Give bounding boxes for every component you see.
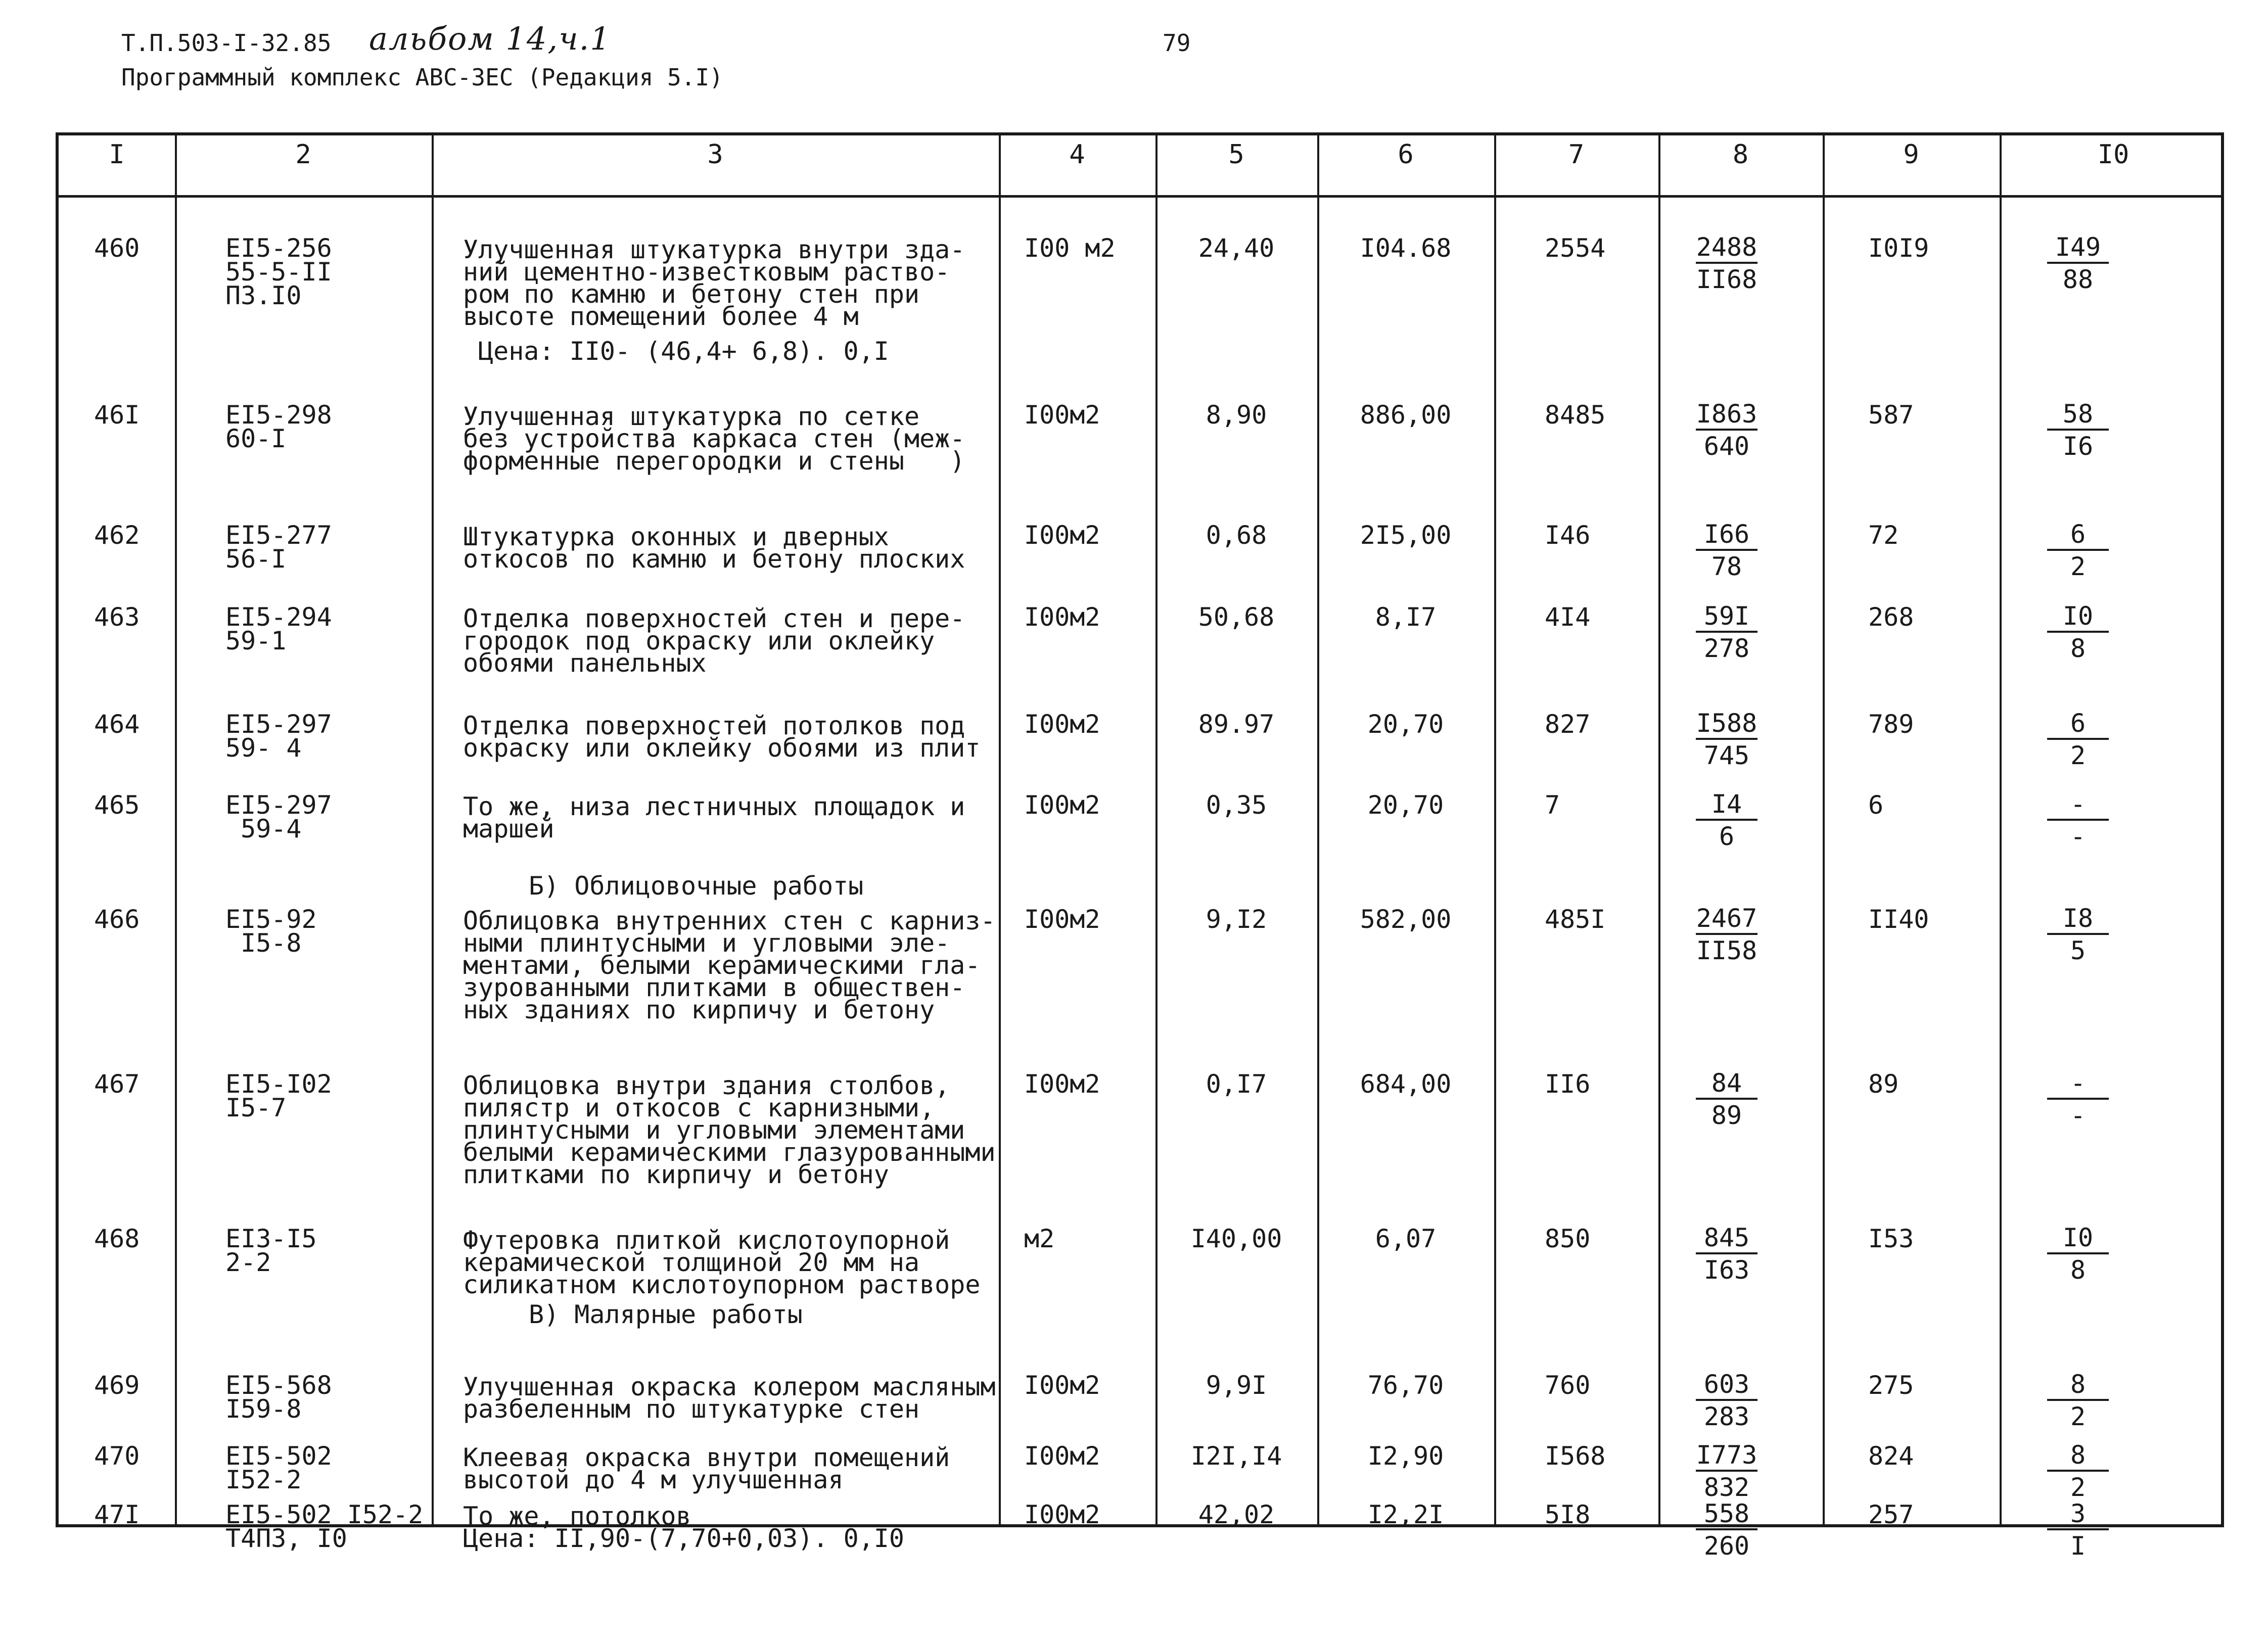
total-cost: I568 bbox=[1545, 1441, 1606, 1471]
fraction-col-8 bbox=[1679, 1068, 1775, 1131]
total-cost: I46 bbox=[1545, 521, 1591, 550]
fraction-numerator: I8 bbox=[2047, 904, 2109, 935]
unit: I00м2 bbox=[1024, 602, 1100, 632]
fraction-denominator: 2 bbox=[2070, 1402, 2086, 1431]
quantity: 9,9I bbox=[1206, 1371, 1267, 1400]
fraction-numerator: 2467 bbox=[1696, 904, 1757, 935]
column-number: 9 bbox=[1903, 139, 1919, 170]
fraction-col-8 bbox=[1679, 1499, 1775, 1562]
norm-code: EI5-297 59-4 bbox=[225, 790, 332, 843]
fraction-denominator: 278 bbox=[1703, 634, 1750, 663]
unit-price: 20,70 bbox=[1367, 790, 1444, 820]
row-number: 469 bbox=[94, 1371, 140, 1400]
col-9-value: 268 bbox=[1868, 602, 1914, 632]
header-divider bbox=[59, 195, 2221, 198]
unit: I00м2 bbox=[1024, 1500, 1100, 1529]
fraction-denominator: I6 bbox=[2062, 432, 2094, 461]
fraction-denominator: 745 bbox=[1703, 741, 1750, 770]
fraction-col-10 bbox=[2030, 709, 2126, 771]
fraction-denominator: 88 bbox=[2062, 265, 2094, 294]
unit-price: 76,70 bbox=[1367, 1371, 1444, 1400]
fraction-col-8 bbox=[1679, 520, 1775, 582]
fraction-numerator: I66 bbox=[1696, 520, 1757, 551]
unit-price: 6,07 bbox=[1375, 1224, 1437, 1253]
unit: I00м2 bbox=[1024, 521, 1100, 550]
total-cost: 2554 bbox=[1545, 233, 1606, 263]
norm-code: EI5-92 I5-8 bbox=[225, 905, 317, 958]
fraction-col-10 bbox=[2030, 1440, 2126, 1503]
fraction-col-8 bbox=[1679, 1370, 1775, 1432]
norm-code: EI5-294 59-1 bbox=[225, 602, 332, 655]
fraction-col-10 bbox=[2030, 904, 2126, 966]
fraction-denominator: II68 bbox=[1696, 265, 1757, 294]
fraction-numerator: 8 bbox=[2047, 1440, 2109, 1472]
norm-code: EI5-I02 I5-7 bbox=[225, 1069, 332, 1122]
row-number: 46I bbox=[94, 400, 140, 430]
row-number: 470 bbox=[94, 1441, 140, 1471]
unit: I00м2 bbox=[1024, 1441, 1100, 1471]
fraction-denominator: 640 bbox=[1703, 432, 1750, 461]
quantity: 24,40 bbox=[1198, 233, 1275, 263]
unit: I00м2 bbox=[1024, 790, 1100, 820]
quantity: 9,I2 bbox=[1206, 905, 1267, 934]
quantity: 8,90 bbox=[1206, 400, 1267, 430]
total-cost: 4I4 bbox=[1545, 602, 1591, 632]
unit: I00 м2 bbox=[1024, 233, 1116, 263]
fraction-denominator: 89 bbox=[1711, 1101, 1742, 1130]
col-9-value: 257 bbox=[1868, 1500, 1914, 1529]
total-cost: 760 bbox=[1545, 1371, 1591, 1400]
fraction-col-10 bbox=[2030, 789, 2126, 852]
fraction-col-8 bbox=[1679, 601, 1775, 664]
fraction-numerator: 6 bbox=[2047, 709, 2109, 740]
total-cost: 827 bbox=[1545, 710, 1591, 739]
column-number: 7 bbox=[1568, 139, 1585, 170]
fraction-numerator: 603 bbox=[1696, 1370, 1757, 1401]
col-9-value: 789 bbox=[1868, 710, 1914, 739]
unit: I00м2 bbox=[1024, 1371, 1100, 1400]
work-description: Облицовка внутри здания столбов, пилястр и откосов с карнизными, плинтусными и угловыми элементами белыми керамическими глазурованными плитками по кирпичу и бетону bbox=[463, 1071, 996, 1189]
column-divider bbox=[999, 135, 1001, 1524]
fraction-denominator: 6 bbox=[1719, 822, 1735, 851]
quantity: I40,00 bbox=[1190, 1224, 1282, 1253]
fraction-col-10 bbox=[2030, 601, 2126, 664]
fraction-denominator: 8 bbox=[2070, 634, 2086, 663]
column-divider bbox=[1823, 135, 1825, 1524]
fraction-denominator: I63 bbox=[1703, 1255, 1750, 1285]
row-number: 467 bbox=[94, 1069, 140, 1099]
col-9-value: 89 bbox=[1868, 1069, 1899, 1099]
fraction-denominator: 2 bbox=[2070, 552, 2086, 581]
work-description: Улучшенная штукатурка по сетке без устройства каркаса стен (меж- форменные перегородки и стены ) bbox=[463, 402, 965, 476]
column-divider bbox=[432, 135, 434, 1524]
total-cost: II6 bbox=[1545, 1069, 1591, 1099]
quantity: 89.97 bbox=[1198, 710, 1275, 739]
col-9-value: 72 bbox=[1868, 521, 1899, 550]
fraction-denominator: - bbox=[2070, 822, 2086, 851]
page-number: 79 bbox=[1163, 29, 1191, 57]
row-number: 460 bbox=[94, 233, 140, 263]
fraction-col-10 bbox=[2030, 1370, 2126, 1432]
fraction-denominator: 5 bbox=[2070, 936, 2086, 965]
column-divider bbox=[1494, 135, 1496, 1524]
work-description: Облицовка внутренних стен с карниз- ными плинтусными и угловыми эле- ментами, белыми керамическими гла- зурованными плитками в обществен- ных зданиях по кирпичу и бетону bbox=[463, 906, 996, 1024]
work-description: Улучшенная штукатурка внутри зда- ний цементно-известковым раство- ром по камню и бетону стен при высоте помещений более 4 м bbox=[463, 235, 965, 331]
fraction-numerator: I588 bbox=[1696, 709, 1757, 740]
fraction-col-10 bbox=[2030, 1223, 2126, 1286]
work-description: Футеровка плиткой кислотоупорной керамической толщиной 20 мм на силикатном кислотоупорном растворе bbox=[463, 1226, 981, 1299]
column-number: 6 bbox=[1398, 139, 1414, 170]
row-number: 468 bbox=[94, 1224, 140, 1253]
unit-price: 20,70 bbox=[1367, 710, 1444, 739]
unit: I00м2 bbox=[1024, 1069, 1100, 1099]
fraction-numerator: I0 bbox=[2047, 1223, 2109, 1254]
fraction-col-10 bbox=[2030, 520, 2126, 582]
fraction-col-10 bbox=[2030, 1499, 2126, 1562]
fraction-numerator: 8 bbox=[2047, 1370, 2109, 1401]
row-number: 466 bbox=[94, 905, 140, 934]
document-code: Т.П.503-I-32.85 bbox=[121, 29, 332, 57]
fraction-numerator: - bbox=[2047, 789, 2109, 821]
unit: I00м2 bbox=[1024, 400, 1100, 430]
total-cost: 7 bbox=[1545, 790, 1560, 820]
col-9-value: II40 bbox=[1868, 905, 1929, 934]
col-9-value: I53 bbox=[1868, 1224, 1914, 1253]
fraction-denominator: 2 bbox=[2070, 741, 2086, 770]
col-9-value: 275 bbox=[1868, 1371, 1914, 1400]
unit-price: 684,00 bbox=[1360, 1069, 1452, 1099]
column-number: 4 bbox=[1069, 139, 1085, 170]
column-divider bbox=[1155, 135, 1158, 1524]
quantity: 0,68 bbox=[1206, 521, 1267, 550]
row-number: 464 bbox=[94, 710, 140, 739]
column-divider bbox=[2000, 135, 2002, 1524]
fraction-col-10 bbox=[2030, 1068, 2126, 1131]
handwritten-album-note: альбом 14,ч.1 bbox=[369, 20, 611, 57]
column-number: I0 bbox=[2097, 139, 2130, 170]
work-description: Отделка поверхностей потолков под окраску или оклейку обоями из плит bbox=[463, 711, 981, 763]
column-number: I bbox=[109, 139, 125, 170]
fraction-numerator: I863 bbox=[1696, 399, 1757, 431]
program-line: Программный комплекс АВС-ЗЕС (Редакция 5.I) bbox=[121, 64, 723, 91]
fraction-numerator: I773 bbox=[1696, 1440, 1757, 1472]
norm-code: EI5-297 59- 4 bbox=[225, 710, 332, 763]
unit-price: 886,00 bbox=[1360, 400, 1452, 430]
fraction-denominator: 260 bbox=[1703, 1531, 1750, 1561]
unit: I00м2 bbox=[1024, 710, 1100, 739]
norm-code: EI5-502 I52-2 bbox=[225, 1441, 332, 1494]
norm-code: EI3-I5 2-2 bbox=[225, 1224, 317, 1277]
fraction-denominator: 2 bbox=[2070, 1473, 2086, 1502]
fraction-col-8 bbox=[1679, 1440, 1775, 1503]
fraction-denominator: 8 bbox=[2070, 1255, 2086, 1285]
unit-price: 582,00 bbox=[1360, 905, 1452, 934]
fraction-numerator: 58 bbox=[2047, 399, 2109, 431]
estimate-table bbox=[56, 132, 2224, 1561]
fraction-denominator: 832 bbox=[1703, 1473, 1750, 1502]
fraction-denominator: - bbox=[2070, 1101, 2086, 1130]
unit-price: 8,I7 bbox=[1375, 602, 1437, 632]
section-title: В) Малярные работы bbox=[529, 1300, 803, 1329]
fraction-numerator: I0 bbox=[2047, 601, 2109, 633]
col-9-value: 587 bbox=[1868, 400, 1914, 430]
column-divider bbox=[175, 135, 177, 1524]
work-description: Клеевая окраска внутри помещений высотой до 4 м улучшенная bbox=[463, 1443, 950, 1494]
col-9-value: 824 bbox=[1868, 1441, 1914, 1471]
fraction-col-8 bbox=[1679, 904, 1775, 966]
fraction-col-10 bbox=[2030, 232, 2126, 295]
unit: I00м2 bbox=[1024, 905, 1100, 934]
row-number: 47I bbox=[94, 1500, 140, 1529]
fraction-numerator: 2488 bbox=[1696, 232, 1757, 264]
column-number: 8 bbox=[1732, 139, 1749, 170]
norm-code: EI5-502 I52-2 Т4ПЗ, I0 bbox=[225, 1500, 424, 1553]
work-description: То же, низа лестничных площадок и маршей bbox=[463, 792, 965, 843]
norm-code: EI5-256 55-5-II ПЗ.I0 bbox=[225, 233, 332, 310]
fraction-denominator: I bbox=[2070, 1531, 2086, 1561]
quantity: 50,68 bbox=[1198, 602, 1275, 632]
row-number: 463 bbox=[94, 602, 140, 632]
unit-price: I2,2I bbox=[1367, 1500, 1444, 1529]
work-description: Штукатурка оконных и дверных откосов по камню и бетону плоских bbox=[463, 522, 965, 574]
quantity: 42,02 bbox=[1198, 1500, 1275, 1529]
fraction-numerator: - bbox=[2047, 1068, 2109, 1100]
fraction-numerator: 6 bbox=[2047, 520, 2109, 551]
unit: м2 bbox=[1024, 1224, 1055, 1253]
fraction-numerator: I4 bbox=[1696, 789, 1757, 821]
work-description: То же, потолков Цена: II,90-(7,70+0,03). 0,I0 bbox=[463, 1502, 904, 1553]
work-description: Улучшенная окраска колером масляным разбеленным по штукатурке стен bbox=[463, 1372, 996, 1424]
row-number: 465 bbox=[94, 790, 140, 820]
total-cost: 5I8 bbox=[1545, 1500, 1591, 1529]
total-cost: 850 bbox=[1545, 1224, 1591, 1253]
fraction-numerator: I49 bbox=[2047, 232, 2109, 264]
column-number: 5 bbox=[1228, 139, 1244, 170]
fraction-col-8 bbox=[1679, 1223, 1775, 1286]
fraction-numerator: 59I bbox=[1696, 601, 1757, 633]
column-number: 3 bbox=[707, 139, 723, 170]
work-description: Отделка поверхностей стен и пере- городок под окраску или оклейку обоями панельных bbox=[463, 604, 965, 678]
norm-code: EI5-277 56-I bbox=[225, 521, 332, 574]
column-number: 2 bbox=[295, 139, 311, 170]
fraction-numerator: 3 bbox=[2047, 1499, 2109, 1530]
col-9-value: 6 bbox=[1868, 790, 1884, 820]
quantity: I2I,I4 bbox=[1190, 1441, 1282, 1471]
total-cost: 485I bbox=[1545, 905, 1606, 934]
col-9-value: I0I9 bbox=[1868, 233, 1929, 263]
fraction-numerator: 558 bbox=[1696, 1499, 1757, 1530]
fraction-numerator: 84 bbox=[1696, 1068, 1757, 1100]
fraction-denominator: 283 bbox=[1703, 1402, 1750, 1431]
fraction-col-10 bbox=[2030, 399, 2126, 462]
unit-price: 2I5,00 bbox=[1360, 521, 1452, 550]
norm-code: EI5-298 60-I bbox=[225, 400, 332, 453]
column-divider bbox=[1658, 135, 1660, 1524]
unit-price: I2,90 bbox=[1367, 1441, 1444, 1471]
fraction-denominator: II58 bbox=[1696, 936, 1757, 965]
fraction-col-8 bbox=[1679, 232, 1775, 295]
norm-code: EI5-568 I59-8 bbox=[225, 1371, 332, 1424]
section-title: Б) Облицовочные работы bbox=[529, 871, 864, 901]
total-cost: 8485 bbox=[1545, 400, 1606, 430]
fraction-numerator: 845 bbox=[1696, 1223, 1757, 1254]
quantity: 0,35 bbox=[1206, 790, 1267, 820]
price-note: Цена: II0- (46,4+ 6,8). 0,I bbox=[478, 337, 889, 366]
row-number: 462 bbox=[94, 521, 140, 550]
column-divider bbox=[1317, 135, 1319, 1524]
fraction-col-8 bbox=[1679, 789, 1775, 852]
quantity: 0,I7 bbox=[1206, 1069, 1267, 1099]
fraction-denominator: 78 bbox=[1711, 552, 1742, 581]
fraction-col-8 bbox=[1679, 709, 1775, 771]
fraction-col-8 bbox=[1679, 399, 1775, 462]
unit-price: I04.68 bbox=[1360, 233, 1452, 263]
